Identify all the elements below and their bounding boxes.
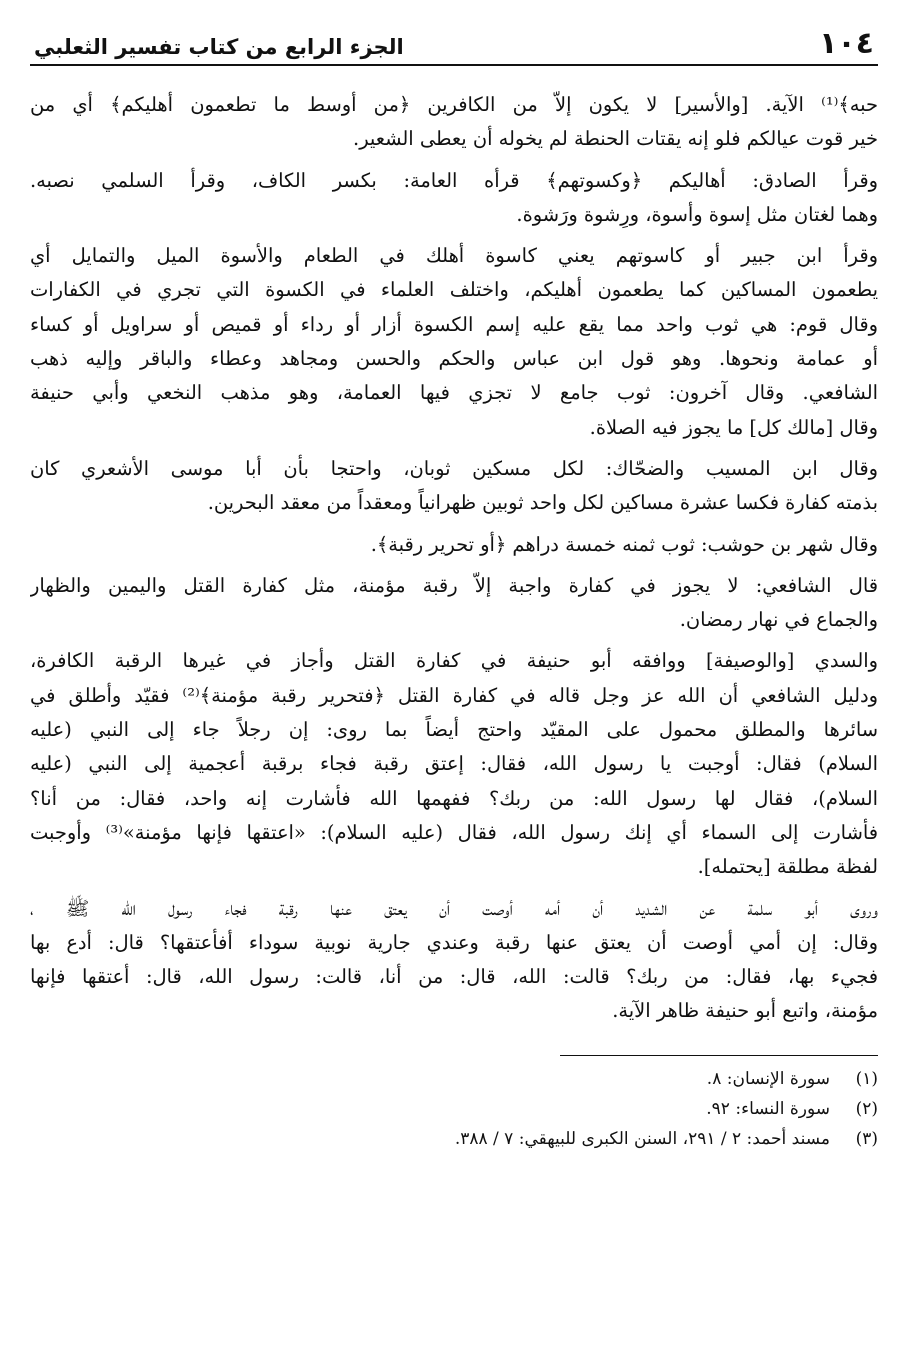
text-line: يطعمون المساكين كما يطعمون أهليكم، واختلف العلماء في الكسوة التي تجري في الكفارات bbox=[30, 278, 878, 302]
paragraph bbox=[30, 164, 878, 233]
footnote-number: (٣) bbox=[855, 1128, 878, 1149]
paragraph bbox=[30, 452, 878, 521]
running-title: الجزء الرابع من كتاب تفسير الثعلبي bbox=[34, 35, 404, 59]
text-line: وقال ابن المسيب والضحّاك: لكل مسكين ثوبان، واحتجا بأن أبا موسى الأشعري كان bbox=[30, 456, 878, 480]
footnote bbox=[30, 1094, 878, 1124]
text-line: وقال: إن أمي أوصت أن يعتق عنها رقبة وعندي جارية نوبية سوداء أفأعتقها؟ قال: أدع بها bbox=[30, 930, 878, 954]
text-line: بذمته كفارة فكسا عشرة مساكين لكل واحد ثوبين ظهرانياً ومعقداً من معقد البحرين. bbox=[207, 491, 878, 515]
text-line: فجيء بها، فقال: من ربك؟ قالت: الله، قال: من أنا، قالت: رسول الله، قال: أعتقها فإنها bbox=[30, 965, 878, 989]
text-line: خير قوت عيالكم فلو إنه يقتات الحنطة لم يخوله أن يعطى الشعير. bbox=[353, 127, 878, 151]
footnote bbox=[30, 1124, 878, 1154]
text-line: قال الشافعي: لا يجوز في كفارة واجبة إلاّ رقبة مؤمنة، مثل كفارة القتل واليمين والظهار bbox=[30, 573, 878, 597]
page-number: ١٠٤ bbox=[819, 26, 874, 61]
footnote-number: (٢) bbox=[855, 1098, 878, 1119]
text-line: وهما لغتان مثل إسوة وأسوة، ورِشوة ورَشوة. bbox=[516, 202, 878, 226]
text-line: وروى أبو سلمة عن الشديد أن أمه أوصت أن يعتق عنها رقبة فجاء رسول الله ﷺ ، bbox=[30, 896, 878, 920]
text-line: والسدي [والوصيفة] ووافقه أبو حنيفة في كفارة القتل وأجاز في غيرها الرقبة الكافرة، bbox=[30, 649, 878, 673]
paragraph bbox=[30, 88, 878, 157]
footnote-text: مسند أحمد: ٢ / ٢٩١، السنن الكبرى للبيهقي: ٧ / ٣٨٨. bbox=[454, 1128, 830, 1149]
text-line: فأشارت إلى السماء أي إنك رسول الله، فقال (عليه السلام): «اعتقها فإنها مؤمنة»⁽³⁾ وأوجبت bbox=[30, 820, 878, 844]
paragraph bbox=[30, 892, 878, 1029]
text-line: الشافعي. وقال آخرون: ثوب جامع لا تجزي فيها العمامة، وهو مذهب النخعي وأبي حنيفة bbox=[30, 381, 878, 405]
text-line: والجماع في نهار رمضان. bbox=[679, 608, 878, 632]
text-line: وقال قوم: هي ثوب واحد مما يقع عليه إسم الكسوة أزار أو رداء أو قميص أو سراويل أو كساء bbox=[30, 312, 878, 336]
text-line: لفظة مطلقة [يحتمله]. bbox=[697, 855, 878, 879]
footnote-text: سورة النساء: ٩٢. bbox=[706, 1098, 830, 1119]
paragraph bbox=[30, 644, 878, 884]
footnote-number: (١) bbox=[855, 1068, 878, 1089]
text-line: وقرأ الصادق: أهاليكم ﴿وكسوتهم﴾ قرأه العامة: بكسر الكاف، وقرأ السلمي نصبه. bbox=[30, 168, 878, 192]
footnotes bbox=[30, 1064, 878, 1154]
paragraph bbox=[30, 239, 878, 445]
footnote-text: سورة الإنسان: ٨. bbox=[706, 1068, 830, 1089]
body-text bbox=[30, 88, 878, 1029]
text-line: السلام) فقال: أوجبت يا رسول الله، فقال: إعتق رقبة فجاء برقبة أعجمية إلى النبي (عليه bbox=[30, 752, 878, 776]
paragraph bbox=[30, 528, 878, 562]
text-line: ودليل الشافعي أن الله عز وجل قاله في كفارة القتل ﴿فتحرير رقبة مؤمنة﴾⁽²⁾ فقيّد وأطلق في bbox=[30, 683, 878, 707]
page bbox=[30, 18, 878, 1348]
text-line: أو عمامة ونحوها. وهو قول ابن عباس والحكم والحسن ومجاهد وعطاء والباقر وإليه ذهب bbox=[30, 347, 878, 371]
page-header bbox=[30, 18, 878, 66]
footnote bbox=[30, 1064, 878, 1094]
text-line: السلام)، فقال لها رسول الله: من ربك؟ ففهمها الله فأشارت إنه واحد، فقال: من أنا؟ bbox=[30, 786, 878, 810]
text-line: حبه﴾⁽¹⁾ الآية. [والأسير] لا يكون إلاّ من الكافرين ﴿من أوسط ما تطعمون أهليكم﴾ أي من bbox=[30, 93, 878, 116]
text-line: وقال [مالك كل] ما يجوز فيه الصلاة. bbox=[589, 415, 878, 439]
footnote-separator bbox=[560, 1055, 878, 1056]
text-line: سائرها والمطلق محمول على المقيّد واحتج أيضاً بما روى: إن رجلاً جاء إلى النبي (عليه bbox=[30, 718, 878, 742]
text-line: وقرأ ابن جبير أو كاسوتهم يعني كاسوة أهلك في الطعام والأسوة الميل والتمايل أي bbox=[30, 244, 878, 268]
text-line: مؤمنة، واتبع أبو حنيفة ظاهر الآية. bbox=[612, 999, 878, 1023]
paragraph bbox=[30, 569, 878, 638]
text-line: وقال شهر بن حوشب: ثوب ثمنه خمسة دراهم ﴿أو تحرير رقبة﴾. bbox=[370, 532, 878, 556]
